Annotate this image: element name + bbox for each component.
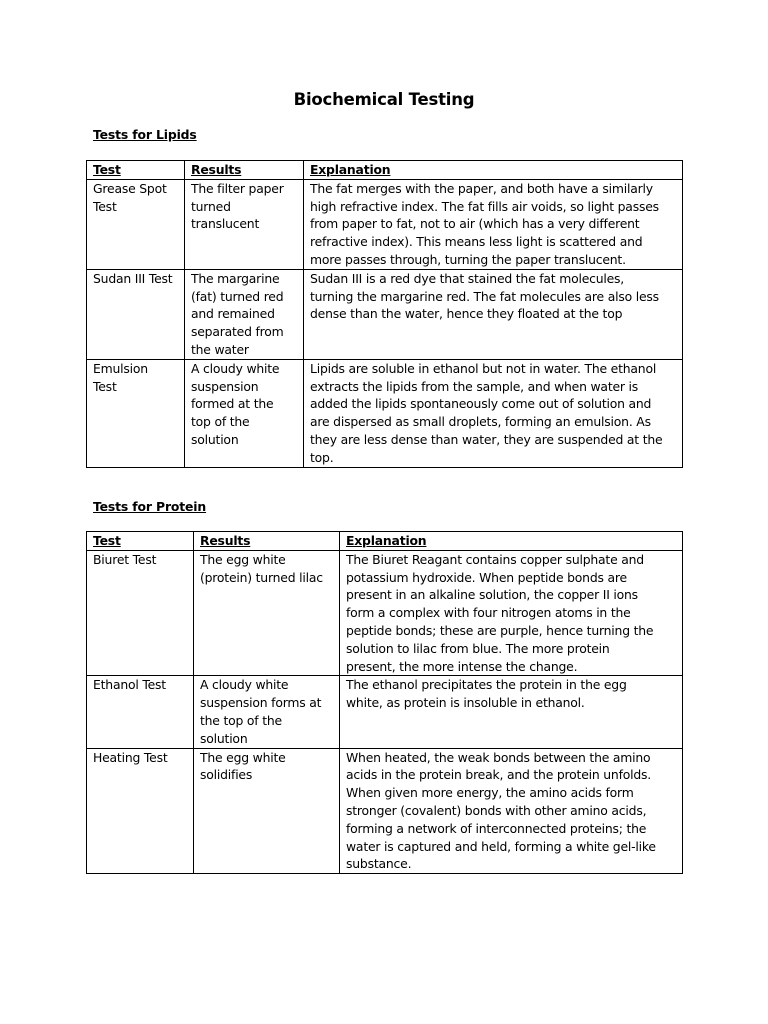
- table-row: [87, 676, 683, 748]
- column-header-explanation: Explanation: [304, 161, 683, 180]
- table-header-row: [87, 532, 683, 551]
- explanation-cell: The ethanol precipitates the protein in the egg white, as protein is insoluble in ethanol.: [340, 676, 683, 748]
- column-header-test: Test: [87, 532, 194, 551]
- table-row: [87, 359, 683, 467]
- results-cell: The filter paper turned translucent: [185, 179, 304, 269]
- results-cell: A cloudy white suspension formed at the top of the solution: [185, 359, 304, 467]
- lipids-section-heading: Tests for Lipids: [93, 127, 197, 142]
- column-header-test: Test: [87, 161, 185, 180]
- test-name-cell: Grease Spot Test: [87, 179, 185, 269]
- test-name-cell: Emulsion Test: [87, 359, 185, 467]
- explanation-cell: When heated, the weak bonds between the amino acids in the protein break, and the protein unfolds. When given more energy, the amino acids form stronger (covalent) bonds with other amino acids, forming a network of interconnected proteins; the water is captured and held, forming a white gel-like substance.: [340, 748, 683, 874]
- table-row: [87, 269, 683, 359]
- lipids-table: [86, 160, 683, 468]
- test-name-cell: Biuret Test: [87, 550, 194, 676]
- column-header-results: Results: [194, 532, 340, 551]
- page-title: Biochemical Testing: [293, 90, 475, 109]
- table-row: [87, 550, 683, 676]
- column-header-results: Results: [185, 161, 304, 180]
- results-cell: The egg white solidifies: [194, 748, 340, 874]
- results-cell: A cloudy white suspension forms at the top of the solution: [194, 676, 340, 748]
- explanation-cell: Lipids are soluble in ethanol but not in water. The ethanol extracts the lipids from the sample, and when water is added the lipids spontaneously come out of solution and are dispersed as small droplets, forming an emulsion. As they are less dense than water, they are suspended at the top.: [304, 359, 683, 467]
- results-cell: The egg white (protein) turned lilac: [194, 550, 340, 676]
- column-header-explanation: Explanation: [340, 532, 683, 551]
- test-name-cell: Sudan III Test: [87, 269, 185, 359]
- table-header-row: [87, 161, 683, 180]
- results-cell: The margarine (fat) turned red and remained separated from the water: [185, 269, 304, 359]
- table-row: [87, 179, 683, 269]
- protein-section-heading: Tests for Protein: [93, 499, 207, 514]
- table-row: [87, 748, 683, 874]
- protein-table: [86, 531, 683, 874]
- explanation-cell: The fat merges with the paper, and both have a similarly high refractive index. The fat fills air voids, so light passes from paper to fat, not to air (which has a very different refractive index). This means less light is scattered and more passes through, turning the paper translucent.: [304, 179, 683, 269]
- explanation-cell: Sudan III is a red dye that stained the fat molecules, turning the margarine red. The fat molecules are also less dense than the water, hence they floated at the top: [304, 269, 683, 359]
- test-name-cell: Ethanol Test: [87, 676, 194, 748]
- explanation-cell: The Biuret Reagant contains copper sulphate and potassium hydroxide. When peptide bonds are present in an alkaline solution, the copper II ions form a complex with four nitrogen atoms in the peptide bonds; these are purple, hence turning the solution to lilac from blue. The more protein present, the more intense the change.: [340, 550, 683, 676]
- test-name-cell: Heating Test: [87, 748, 194, 874]
